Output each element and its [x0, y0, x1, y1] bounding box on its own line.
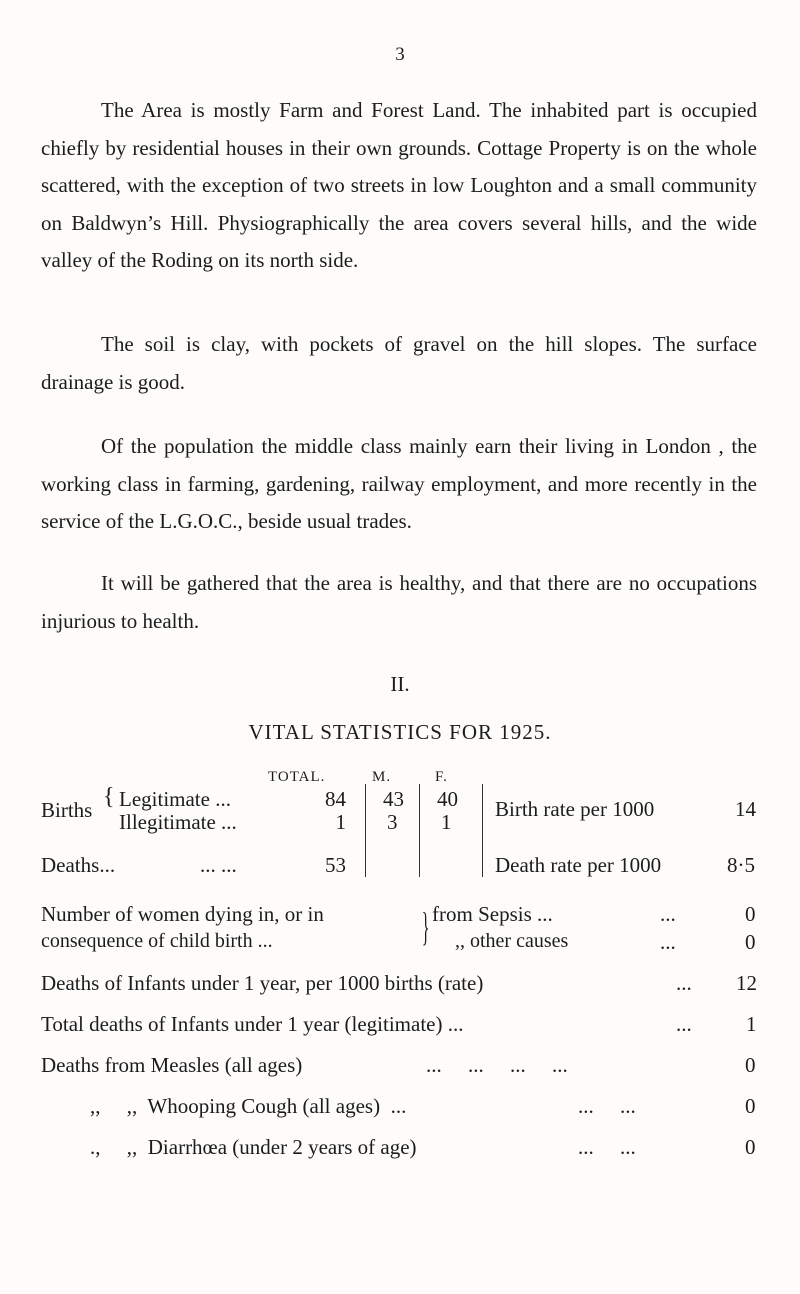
stat-label: Deaths of Infants under 1 year, per 1000 births (rate)	[41, 971, 484, 995]
illegitimate-female: 1	[441, 810, 452, 834]
stat-label: ., ,, Diarrhœa (under 2 years of age)	[90, 1135, 417, 1159]
stat-leader-dots: ... ...	[578, 1135, 636, 1159]
legitimate-female: 40	[437, 787, 458, 811]
sepsis-label: from Sepsis ...	[432, 902, 553, 926]
birth-rate-value: 14	[735, 797, 756, 821]
legitimate-male: 43	[383, 787, 404, 811]
stat-value: 1	[746, 1012, 757, 1036]
maternal-label-line2: consequence of child birth ...	[41, 930, 273, 952]
column-divider	[419, 784, 420, 877]
legitimate-total: 84	[325, 787, 346, 811]
stat-value: 12	[736, 971, 757, 995]
header-total: TOTAL.	[268, 769, 326, 785]
illegitimate-total: 1	[335, 810, 346, 834]
births-brace: {	[103, 784, 115, 810]
death-rate-label: Death rate per 1000	[495, 853, 662, 877]
deaths-leader-dots: ... ...	[200, 853, 237, 877]
stat-leader-dots: ...	[676, 1012, 692, 1036]
stat-value: 0	[745, 1053, 756, 1077]
paragraph-soil: The soil is clay, with pockets of gravel on the hill slopes. The surface drainage is good.	[41, 332, 757, 394]
header-female: F.	[435, 769, 448, 785]
stat-label: Deaths from Measles (all ages)	[41, 1053, 303, 1077]
deaths-total: 53	[325, 853, 346, 877]
sepsis-value: 0	[745, 902, 756, 926]
stat-label: ,, ,, Whooping Cough (all ages) ...	[90, 1094, 407, 1118]
sepsis-leader-dots: ...	[660, 902, 676, 926]
paragraph-health: It will be gathered that the area is healthy, and that there are no occupations injurious to health.	[41, 571, 757, 633]
other-causes-leader-dots: ...	[660, 930, 676, 954]
legitimate-label: Legitimate ...	[119, 787, 231, 811]
maternal-brace: }	[421, 904, 430, 949]
birth-rate-label: Birth rate per 1000	[495, 797, 655, 821]
paragraph-area: The Area is mostly Farm and Forest Land. The inhabited part is occupied chiefly by residential houses in their own grounds. Cottage Property is on the whole scattered, with the exception of two streets in low Loughton and a small community on Baldwyn’s Hill. Physiographically the area covers several hills, and the wide valley of the Roding on its north side.	[41, 98, 757, 272]
column-divider	[482, 784, 483, 877]
other-causes-value: 0	[745, 930, 756, 954]
page-number: 3	[395, 44, 405, 65]
stat-leader-dots: ...	[676, 971, 692, 995]
deaths-label: Deaths...	[41, 853, 116, 877]
death-rate-value: 8·5	[727, 853, 755, 877]
stat-label: Total deaths of Infants under 1 year (legitimate) ...	[41, 1012, 464, 1036]
illegitimate-label: Illegitimate ...	[119, 810, 237, 834]
section-title: VITAL STATISTICS FOR 1925.	[248, 720, 552, 744]
births-label: Births	[41, 798, 93, 822]
other-causes-label: ,, other causes	[455, 930, 569, 952]
illegitimate-male: 3	[387, 810, 398, 834]
column-divider	[365, 784, 366, 877]
header-male: M.	[372, 769, 392, 785]
stat-leader-dots: ... ... ... ...	[426, 1053, 568, 1077]
stat-value: 0	[745, 1135, 756, 1159]
paragraph-population: Of the population the middle class mainly earn their living in London , the working class in farming, gardening, railway employment, and more recently in the service of the L.G.O.C., beside usual trades.	[41, 434, 757, 533]
section-number: II.	[390, 672, 410, 696]
stat-leader-dots: ... ...	[578, 1094, 636, 1118]
maternal-label-line1: Number of women dying in, or in	[41, 902, 324, 926]
stat-value: 0	[745, 1094, 756, 1118]
